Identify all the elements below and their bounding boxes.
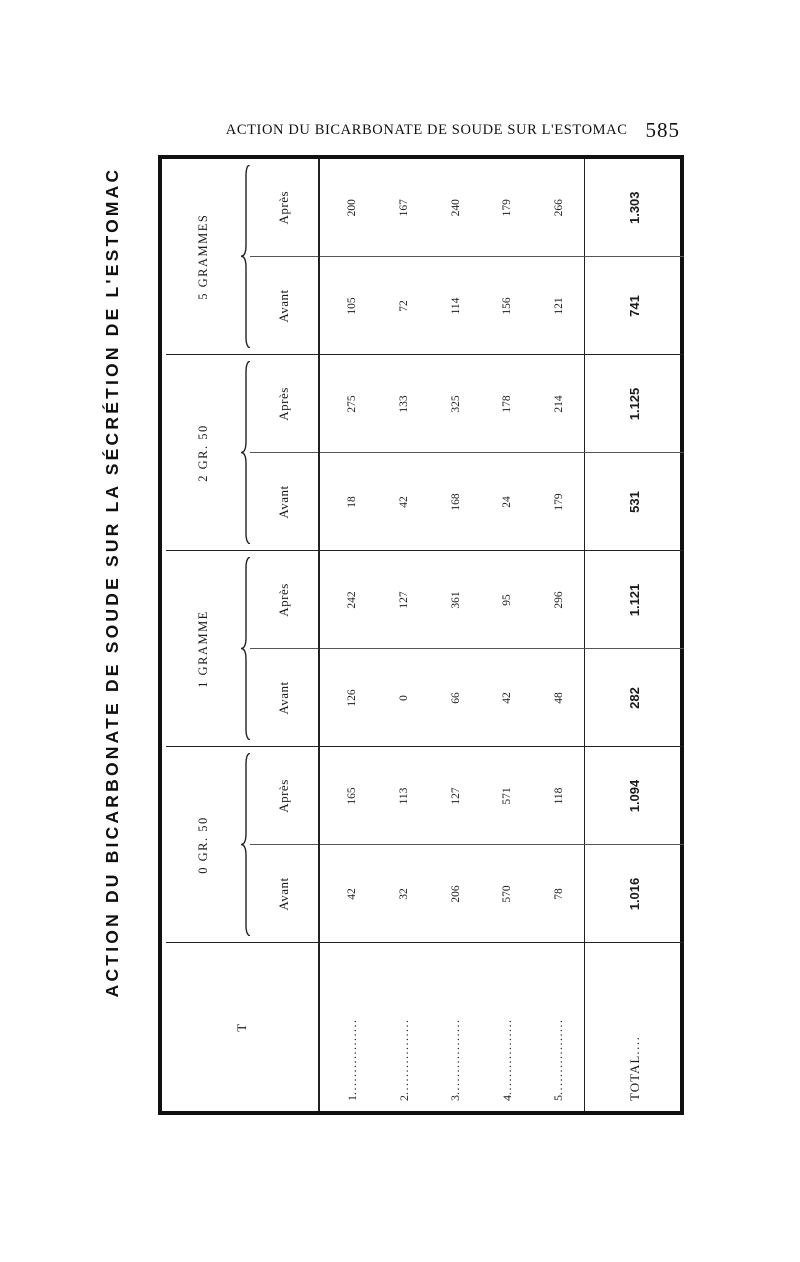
table-cell: 179 (481, 159, 532, 257)
total-cell: 1.121 (585, 551, 684, 649)
brace-2-50 (240, 355, 250, 551)
row-label (533, 943, 585, 1111)
subheader-apres: Après (250, 551, 319, 649)
table-cell: 214 (533, 355, 585, 453)
table-cell: 127 (430, 747, 481, 845)
table-title: ACTION DU BICARBONATE DE SOUDE SUR LA SÉCRÉTION DE L'ESTOMAC (101, 166, 122, 998)
table-row (481, 159, 532, 1111)
brace-icon (240, 361, 250, 544)
table-cell: 206 (430, 845, 481, 943)
total-label (585, 943, 684, 1111)
brace-icon (240, 557, 250, 740)
subheader-avant: Avant (250, 257, 319, 355)
total-row (585, 159, 684, 1111)
row-number: 4 (499, 1095, 514, 1101)
dose-header-1: 1 GRAMME (166, 551, 240, 747)
brace-1 (240, 551, 250, 747)
subheader-apres: Après (250, 355, 319, 453)
page-number: 585 (645, 117, 680, 142)
table-frame (158, 155, 684, 1115)
brace-icon (240, 754, 250, 937)
table-cell: 325 (430, 355, 481, 453)
table-cell: 240 (430, 159, 481, 257)
leader-dots: ................. (499, 1018, 514, 1095)
subheader-avant: Avant (250, 845, 319, 943)
table-cell: 133 (378, 355, 429, 453)
leader-dots: ................. (448, 1018, 463, 1095)
row-label (481, 943, 532, 1111)
table-cell: 361 (430, 551, 481, 649)
row-number: 5 (551, 1095, 566, 1101)
table-cell: 42 (481, 649, 532, 747)
table-cell: 113 (378, 747, 429, 845)
brace-5 (240, 159, 250, 355)
table-cell: 156 (481, 257, 532, 355)
table-cell: 66 (430, 649, 481, 747)
table-cell: 275 (319, 355, 378, 453)
table-cell: 121 (533, 257, 585, 355)
row-number: 1 (344, 1095, 359, 1101)
table-cell: 118 (533, 747, 585, 845)
rotated-table-wrapper (166, 159, 684, 1111)
table-cell: 266 (533, 159, 585, 257)
table-cell: 18 (319, 453, 378, 551)
subheader-avant: Avant (250, 649, 319, 747)
table-cell: 72 (378, 257, 429, 355)
table-row (430, 159, 481, 1111)
table-cell: 165 (319, 747, 378, 845)
subheader-apres: Après (250, 747, 319, 845)
table-cell: 242 (319, 551, 378, 649)
table-cell: 126 (319, 649, 378, 747)
subheader-avant: Avant (250, 453, 319, 551)
total-cell: 1.094 (585, 747, 684, 845)
data-table (166, 159, 684, 1111)
dose-header-2-50: 2 GR. 50 (166, 355, 240, 551)
table-cell: 42 (319, 845, 378, 943)
leader-dots: .... (626, 1035, 642, 1055)
total-cell: 282 (585, 649, 684, 747)
total-cell: 741 (585, 257, 684, 355)
table-row (533, 159, 585, 1111)
table-cell: 78 (533, 845, 585, 943)
table-cell: 105 (319, 257, 378, 355)
total-label-text: TOTAL (626, 1054, 642, 1101)
leader-dots: ................. (551, 1018, 566, 1095)
table-cell: 168 (430, 453, 481, 551)
row-label (378, 943, 429, 1111)
leader-dots: ................. (344, 1018, 359, 1095)
column-header-t: T (166, 943, 319, 1111)
table-cell: 127 (378, 551, 429, 649)
row-label (319, 943, 378, 1111)
brace-icon (240, 165, 250, 349)
table-cell: 48 (533, 649, 585, 747)
table-cell: 95 (481, 551, 532, 649)
row-number: 2 (396, 1095, 411, 1101)
running-head (160, 118, 680, 142)
total-cell: 1.016 (585, 845, 684, 943)
table-cell: 32 (378, 845, 429, 943)
total-cell: 531 (585, 453, 684, 551)
table-cell: 570 (481, 845, 532, 943)
brace-0-50 (240, 747, 250, 943)
subheader-apres: Après (250, 159, 319, 257)
running-title: ACTION DU BICARBONATE DE SOUDE SUR L'ESTOMAC (225, 121, 628, 138)
dose-header-0-50: 0 GR. 50 (166, 747, 240, 943)
row-number: 3 (448, 1095, 463, 1101)
table-cell: 42 (378, 453, 429, 551)
table-cell: 200 (319, 159, 378, 257)
table-cell: 167 (378, 159, 429, 257)
table-row (378, 159, 429, 1111)
table-cell: 179 (533, 453, 585, 551)
table-cell: 178 (481, 355, 532, 453)
leader-dots: ................. (396, 1018, 411, 1095)
table-cell: 296 (533, 551, 585, 649)
row-label (430, 943, 481, 1111)
table-row (319, 159, 378, 1111)
total-cell: 1.303 (585, 159, 684, 257)
table-cell: 24 (481, 453, 532, 551)
total-cell: 1.125 (585, 355, 684, 453)
table-cell: 0 (378, 649, 429, 747)
dose-header-5: 5 GRAMMES (166, 159, 240, 355)
table-cell: 571 (481, 747, 532, 845)
table-cell: 114 (430, 257, 481, 355)
